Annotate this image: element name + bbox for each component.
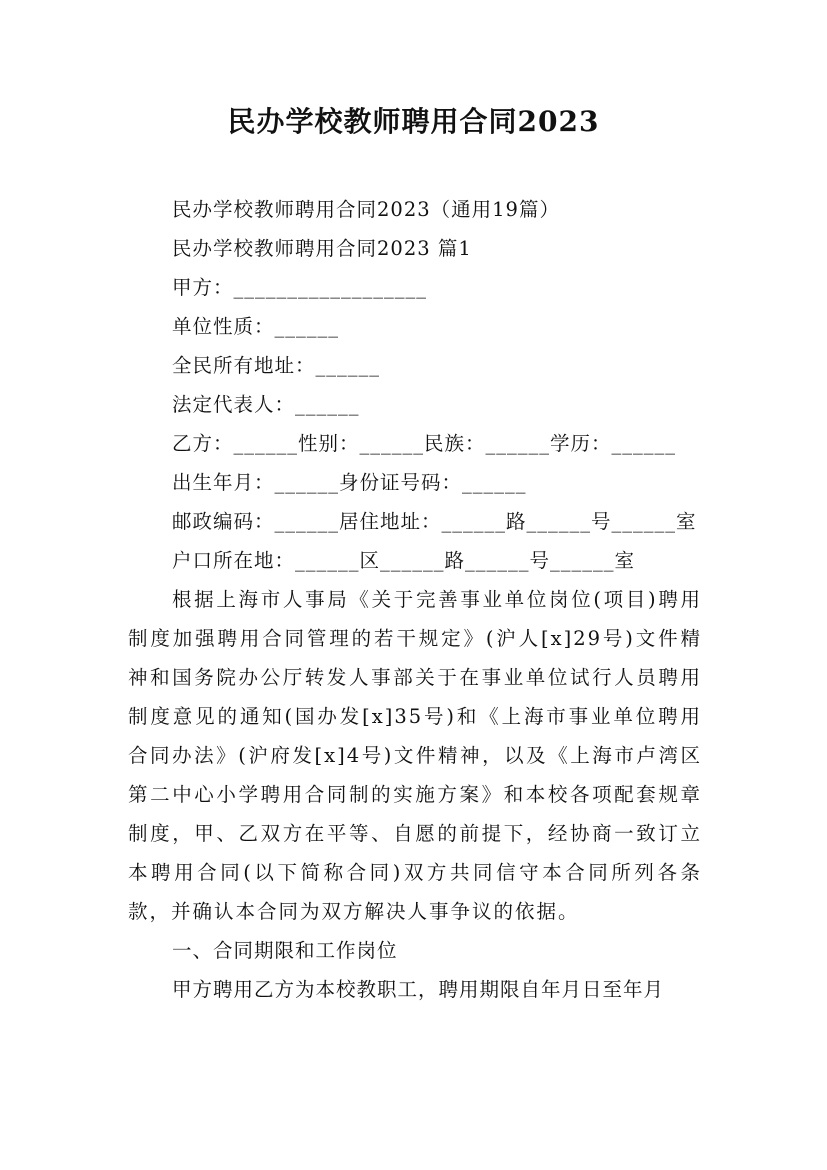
party-a-field: 甲方：__________________	[172, 276, 428, 299]
birth-id-field: 出生年月：______身份证号码：______	[172, 471, 527, 494]
unit-nature-field: 单位性质：______	[172, 315, 340, 338]
section-heading: 一、合同期限和工作岗位	[172, 939, 398, 962]
legal-rep-field: 法定代表人：______	[172, 393, 360, 416]
main-paragraph: 根据上海市人事局《关于完善事业单位岗位(项目)聘用制度加强聘用合同管理的若干规定》(沪人[x]29号)文件精神和国务院办公厅转发人事部关于在事业单位试行人员聘用制度意见的通知(国办发[x]35号)和《上海市事业单位聘用合同办法》(沪府发[x]4号)文件精神，以及《上海市卢湾区第二中心小学聘用合同制的实施方案》和本校各项配套规章制度，甲、乙双方在平等、自愿的前提下，经协商一致订立本聘用合同(以下简称合同)双方共同信守本合同所列各条款，并确认本合同为双方解决人事争议的依据。	[128, 588, 702, 923]
subtitle-line: 民办学校教师聘用合同2023（通用19篇）	[172, 198, 560, 221]
document-title: 民办学校教师聘用合同2023	[227, 105, 600, 138]
postal-address-field: 邮政编码：______居住地址：______路______号______室	[172, 510, 697, 533]
contract-term-paragraph: 甲方聘用乙方为本校教职工，聘用期限自年月日至年月	[172, 978, 665, 1001]
document-body	[128, 190, 702, 1009]
section-label: 民办学校教师聘用合同2023 篇1	[172, 237, 472, 260]
party-b-field: 乙方：______性别：______民族：______学历：______	[172, 432, 677, 455]
address-field: 全民所有地址：______	[172, 354, 381, 377]
household-field: 户口所在地：______区______路______号______室	[172, 549, 636, 572]
